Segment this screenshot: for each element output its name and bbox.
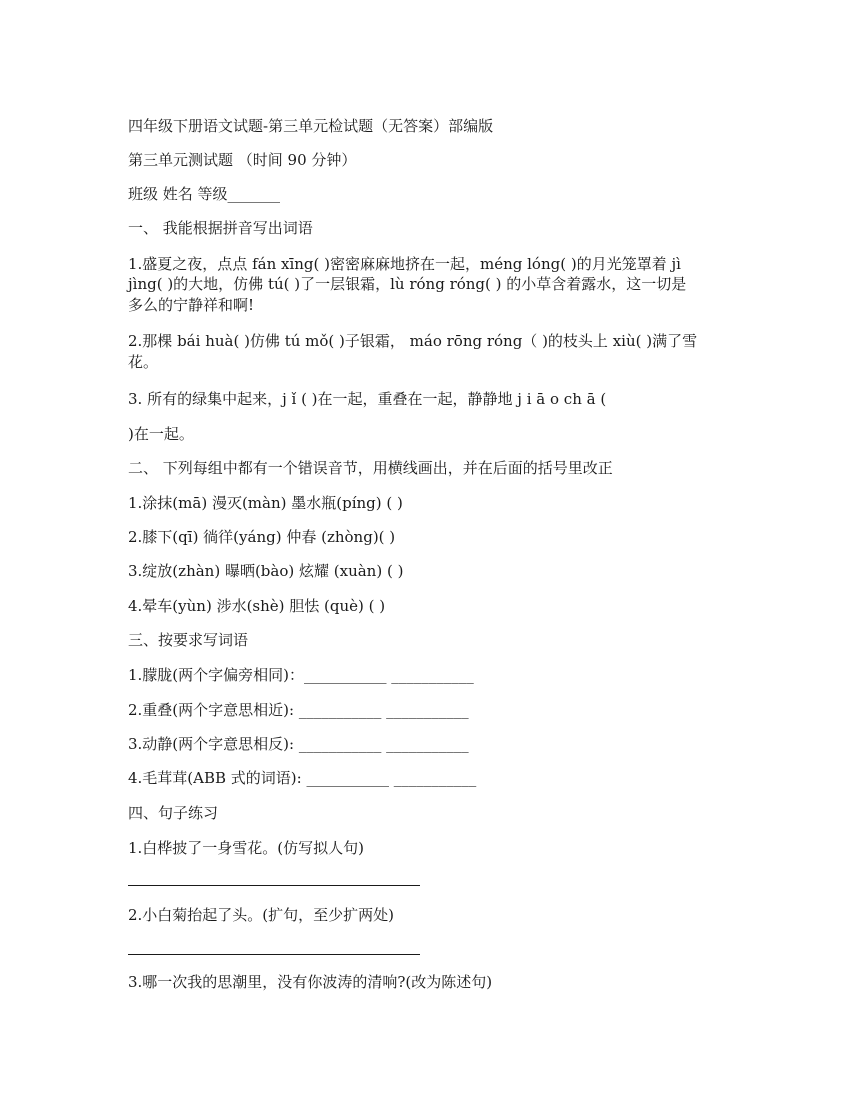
student-info-line: 班级 姓名 等级_______ (128, 185, 281, 203)
s2-item-4: 4.晕车(yùn) 涉水(shè) 胆怯 (què) ( ) (128, 597, 386, 615)
s3-item-1: 1.朦胧(两个字偏旁相同)：___________ ___________ (128, 666, 474, 684)
s3-item-4: 4.毛茸茸(ABB 式的词语): ___________ ___________ (128, 769, 477, 787)
s4-item-3: 3.哪一次我的思潮里，没有你波涛的清响?(改为陈述句) (128, 973, 493, 991)
section-2-heading: 二、 下列每组中都有一个错误音节，用横线画出，并在后面的括号里改正 (128, 459, 613, 477)
document-title: 四年级下册语文试题-第三单元检试题（无答案）部编版 (128, 117, 494, 135)
s1-q3-line-2: )在一起。 (128, 425, 194, 443)
section-3-heading: 三、按要求写词语 (128, 631, 249, 649)
s1-q2-line-1: 2.那棵 bái huà( )仿佛 tú mǒ( )子银霜， máo rōng róng（ )的枝头上 xiù( )满了雪 (128, 332, 698, 350)
s1-q1-line-1: 1.盛夏之夜，点点 fán xīng( )密密麻麻地挤在一起，méng lóng( )的月光笼罩着 jì (128, 255, 681, 273)
s4-item-1: 1.白桦披了一身雪花。(仿写拟人句) (128, 839, 365, 857)
document-subtitle: 第三单元测试题 （时间 90 分钟） (128, 151, 357, 169)
s2-item-1: 1.涂抹(mā) 漫灭(màn) 墨水瓶(píng) ( ) (128, 494, 403, 512)
answer-line-2 (128, 954, 420, 955)
s1-q2-line-2: 花。 (128, 353, 159, 371)
s3-item-2: 2.重叠(两个字意思相近): ___________ ___________ (128, 701, 469, 719)
s3-item-3: 3.动静(两个字意思相反): ___________ ___________ (128, 735, 469, 753)
section-1-heading: 一、 我能根据拼音写出词语 (128, 219, 313, 237)
s1-q1-line-3: 多么的宁静祥和啊! (128, 296, 255, 314)
s1-q3-line-1: 3. 所有的绿集中起来，j ǐ ( )在一起，重叠在一起，静静地 j i ā o ch ā ( (128, 390, 607, 408)
s1-q1-line-2: jìng( )的大地，仿佛 tú( )了一层银霜，lù róng róng( ) 的小草含着露水，这一切是 (128, 275, 687, 293)
answer-line-1 (128, 885, 420, 886)
s2-item-3: 3.绽放(zhàn) 曝晒(bào) 炫耀 (xuàn) ( ) (128, 562, 404, 580)
s2-item-2: 2.膝下(qī) 徜徉(yáng) 仲春 (zhòng)( ) (128, 528, 396, 546)
section-4-heading: 四、句子练习 (128, 804, 219, 822)
s4-item-2: 2.小白菊抬起了头。(扩句，至少扩两处) (128, 906, 395, 924)
